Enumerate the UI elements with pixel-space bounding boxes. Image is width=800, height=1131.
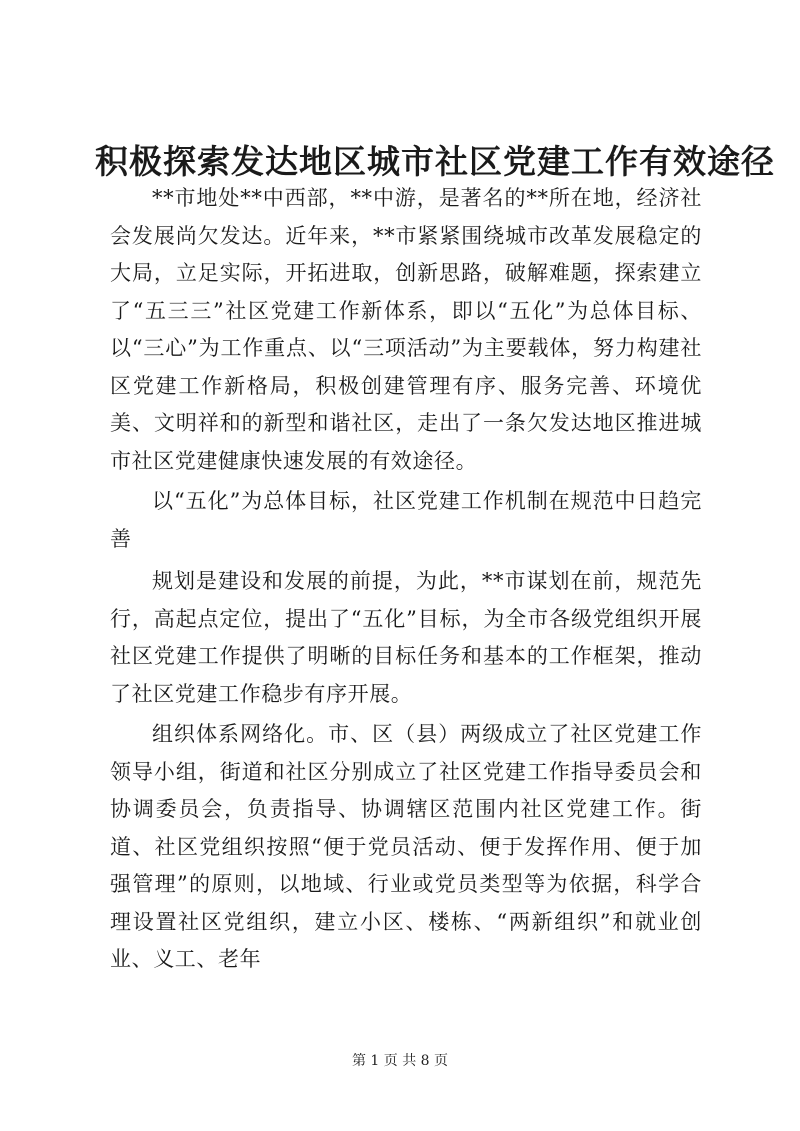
paragraph-planning: 规划是建设和发展的前提，为此，**市谋划在前，规范先行，高起点定位，提出了“五化”目标，为全市各级党组织开展社区党建工作提供了明晰的目标任务和基本的工作框架，推动了社区党建工作稳步有序开展。 <box>110 569 702 706</box>
page-footer: 第 1 页 共 8 页 <box>351 1053 449 1069</box>
document-body <box>110 180 702 982</box>
document-title: 积极探索发达地区城市社区党建工作有效途径 <box>95 142 775 181</box>
paragraph-intro: **市地处**中西部，**中游，是著名的**所在地，经济社会发展尚欠发达。近年来，**市紧紧围绕城市改革发展稳定的大局，立足实际，开拓进取，创新思路，破解难题，探索建立了“五三三”社区党建工作新体系，即以“五化”为总体目标、以“三心”为工作重点、以“三项活动”为主要载体，努力构建社区党建工作新格局，积极创建管理有序、服务完善、环境优美、文明祥和的新型和谐社区，走出了一条欠发达地区推进城市社区党建健康快速发展的有效途径。 <box>110 186 702 473</box>
section-heading: 以“五化”为总体目标，社区党建工作机制在规范中日趋完善 <box>110 489 702 551</box>
paragraph-organization: 组织体系网络化。市、区（县）两级成立了社区党建工作领导小组，街道和社区分别成立了社区党建工作指导委员会和协调委员会，负责指导、协调辖区范围内社区党建工作。街道、社区党组织按照“便于党员活动、便于发挥作用、便于加强管理”的原则，以地域、行业或党员类型等为依据，科学合理设置社区党组织，建立小区、楼栋、“两新组织”和就业创业、义工、老年 <box>110 722 702 971</box>
